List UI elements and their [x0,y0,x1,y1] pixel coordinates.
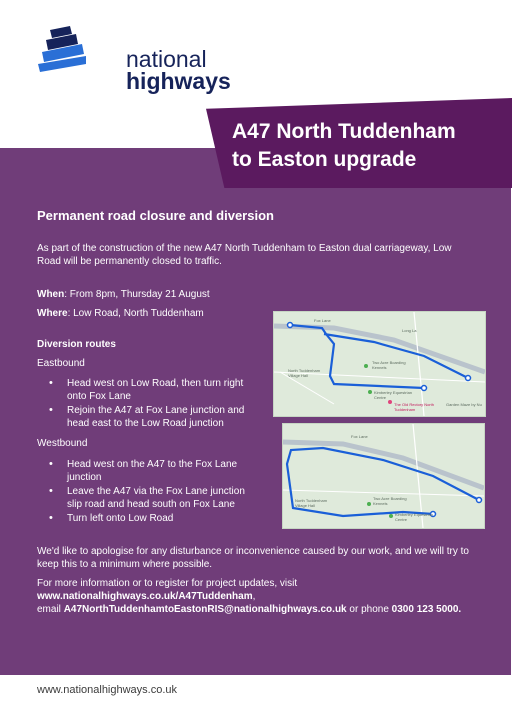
where-label: Where [37,308,68,319]
where-line [37,307,204,320]
email-prefix: email [37,604,64,615]
westbound-map-graphic [283,424,484,528]
section-heading: Permanent road closure and diversion [37,208,274,223]
westbound-step: • Turn left onto Low Road [37,512,262,525]
when-label: When [37,289,65,300]
logo-wordmark [126,48,231,92]
map2-centre-label: Kimberley Equestrian Centre [395,512,434,522]
westbound-step: • Leave the A47 via the Fox Lane junction slip road and head south on Fox Lane [37,485,262,511]
map1-centre-label: Kimberley Equestrian Centre [374,390,413,400]
logo-mark-icon [36,26,88,76]
title-line-1: A47 North Tuddenham [232,120,456,143]
url-suffix: , [252,591,256,602]
contact-paragraph [37,577,497,616]
logo-line-national: national [126,46,207,72]
footer-url[interactable]: www.nationalhighways.co.uk [37,684,178,696]
phone-number[interactable]: 0300 123 5000 [391,604,459,615]
map1-road-label: Fox Lane [314,318,331,323]
map1-village-label: North Tuddenham Village Hall [288,368,321,378]
when-value: : From 8pm, Thursday 21 August [64,289,210,300]
email-line [37,603,497,616]
eastbound-step: • Rejoin the A47 at Fox Lane junction and head east to the Low Road junction [37,404,262,430]
diversion-heading: Diversion routes [37,339,116,350]
eastbound-step: • Head west on Low Road, then turn right onto Fox Lane [37,377,262,403]
when-line [37,288,210,301]
map2-road-label: Fox Lane [351,434,368,439]
map1-rectory-label: The Old Rectory North Tuddenham [394,402,435,412]
map2-kennels-label: Two Acre Boarding Kennels [373,496,407,506]
page-title [232,118,456,174]
info-intro: For more information or to register for project updates, visit [37,578,298,589]
where-value: : Low Road, North Tuddenham [67,308,204,319]
project-url-line [37,590,497,603]
eastbound-map [273,311,486,417]
westbound-step: • Head west on the A47 to the Fox Lane junction [37,458,262,484]
phone-suffix: . [458,604,462,615]
phone-prefix: or phone [346,604,392,615]
map1-kennels-label: Two Acre Boarding Kennels [372,360,406,370]
eastbound-label: Eastbound [37,358,85,369]
westbound-list [37,458,262,526]
map1-garden-label: Garden Maze by Nu [446,402,482,407]
logo-line-highways: highways [126,68,231,94]
eastbound-list [37,377,262,431]
national-highways-logo [36,26,231,94]
map2-hall-label: North Tuddenham Village Hall [295,498,328,508]
westbound-label: Westbound [37,438,88,449]
westbound-map [282,423,485,529]
project-url-link[interactable]: www.nationalhighways.co.uk/A47Tuddenham [37,591,253,602]
intro-paragraph: As part of the construction of the new A47 North Tuddenham to Easton dual carriageway, Low Road will be permanently closed to traffic. [37,243,452,267]
email-link[interactable]: A47NorthTuddenhamtoEastonRIS@nationalhighways.co.uk [63,604,347,615]
apology-paragraph: We'd like to apologise for any disturbance or inconvenience caused by our work, and we will try to keep this to a minimum where possible. [37,546,469,570]
title-line-2: to Easton upgrade [232,148,417,171]
map1-lane-label: Long La [402,328,417,333]
